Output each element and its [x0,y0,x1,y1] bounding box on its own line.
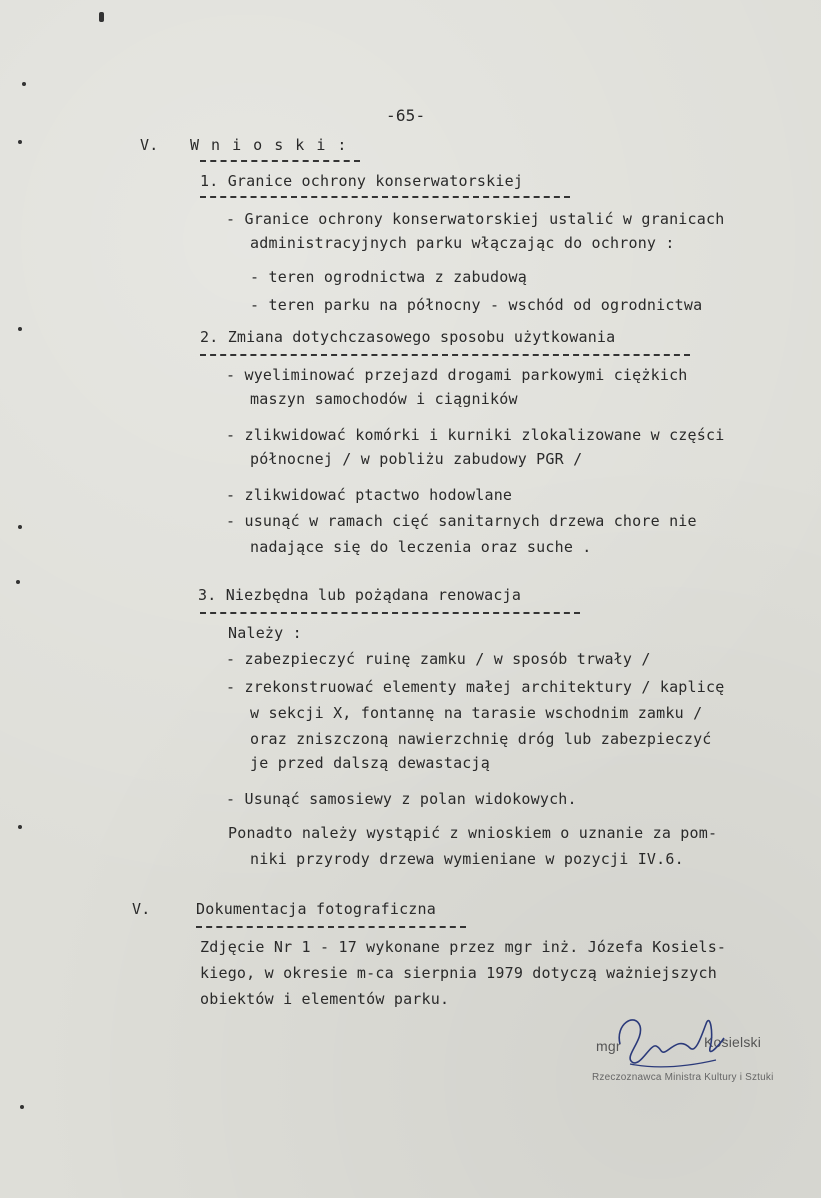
margin-speck [16,580,20,584]
section4-line: Zdjęcie Nr 1 - 17 wykonane przez mgr inż. Józefa Kosiels- [200,938,727,956]
section3-line: - zabezpieczyć ruinę zamku / w sposób trwały / [226,650,651,668]
section4-title: Dokumentacja fotograficzna [196,900,436,918]
signature-name: Kosielski [704,1034,762,1050]
section2-title: 2. Zmiana dotychczasowego sposobu użytkowania [200,328,616,346]
section3-title: 3. Niezbędna lub pożądana renowacja [198,586,522,604]
heading-underline [200,160,360,162]
margin-speck [22,82,26,86]
stamp-line: Rzeczoznawca Ministra Kultury i Sztuki [592,1072,774,1083]
margin-speck [18,327,22,331]
section4-line: kiego, w okresie m-ca sierpnia 1979 dotyczą ważniejszych [200,964,717,982]
section3-line: - zrekonstruować elementy małej architektury / kaplicę [226,678,725,696]
section1-underline [200,196,570,198]
section3-line: oraz zniszczoną nawierzchnię dróg lub zabezpieczyć [250,730,712,748]
section2-underline [200,354,690,356]
section4-roman: V. [132,900,151,918]
section2-line: północnej / w pobliżu zabudowy PGR / [250,450,583,468]
section2-line: nadające się do leczenia oraz suche . [250,538,592,556]
section1-line: - teren parku na północny - wschód od ogrodnictwa [250,296,703,314]
section2-line: - usunąć w ramach cięć sanitarnych drzewa chore nie [226,512,697,530]
section2-line: - wyeliminować przejazd drogami parkowymi ciężkich [226,366,688,384]
signature-prefix: mgr [596,1038,621,1054]
section1-line: - teren ogrodnictwa z zabudową [250,268,527,286]
page-number: -65- [386,106,426,125]
heading-title: W n i o s k i : [190,136,348,154]
section2-line: maszyn samochodów i ciągników [250,390,518,408]
margin-speck [18,525,22,529]
section4-line: obiektów i elementów parku. [200,990,450,1008]
section3-intro: Należy : [228,624,302,642]
section3-line: niki przyrody drzewa wymieniane w pozycji IV.6. [250,850,684,868]
section3-line: - Usunąć samosiewy z polan widokowych. [226,790,577,808]
section3-line: je przed dalszą dewastacją [250,754,490,772]
margin-speck [20,1105,24,1109]
section2-line: - zlikwidować komórki i kurniki zlokalizowane w części [226,426,725,444]
heading-roman: V. [140,136,159,154]
section1-line: - Granice ochrony konserwatorskiej ustalić w granicach [226,210,725,228]
section1-title: 1. Granice ochrony konserwatorskiej [200,172,524,190]
margin-speck [18,825,22,829]
margin-speck [18,140,22,144]
section3-line: w sekcji X, fontannę na tarasie wschodnim zamku / [250,704,703,722]
section1-line: administracyjnych parku włączając do ochrony : [250,234,675,252]
section3-underline [200,612,580,614]
section2-line: - zlikwidować ptactwo hodowlane [226,486,513,504]
margin-speck [99,12,104,22]
handwritten-signature [610,1004,730,1074]
section3-line: Ponadto należy wystąpić z wnioskiem o uznanie za pom- [228,824,718,842]
section4-underline [196,926,466,928]
